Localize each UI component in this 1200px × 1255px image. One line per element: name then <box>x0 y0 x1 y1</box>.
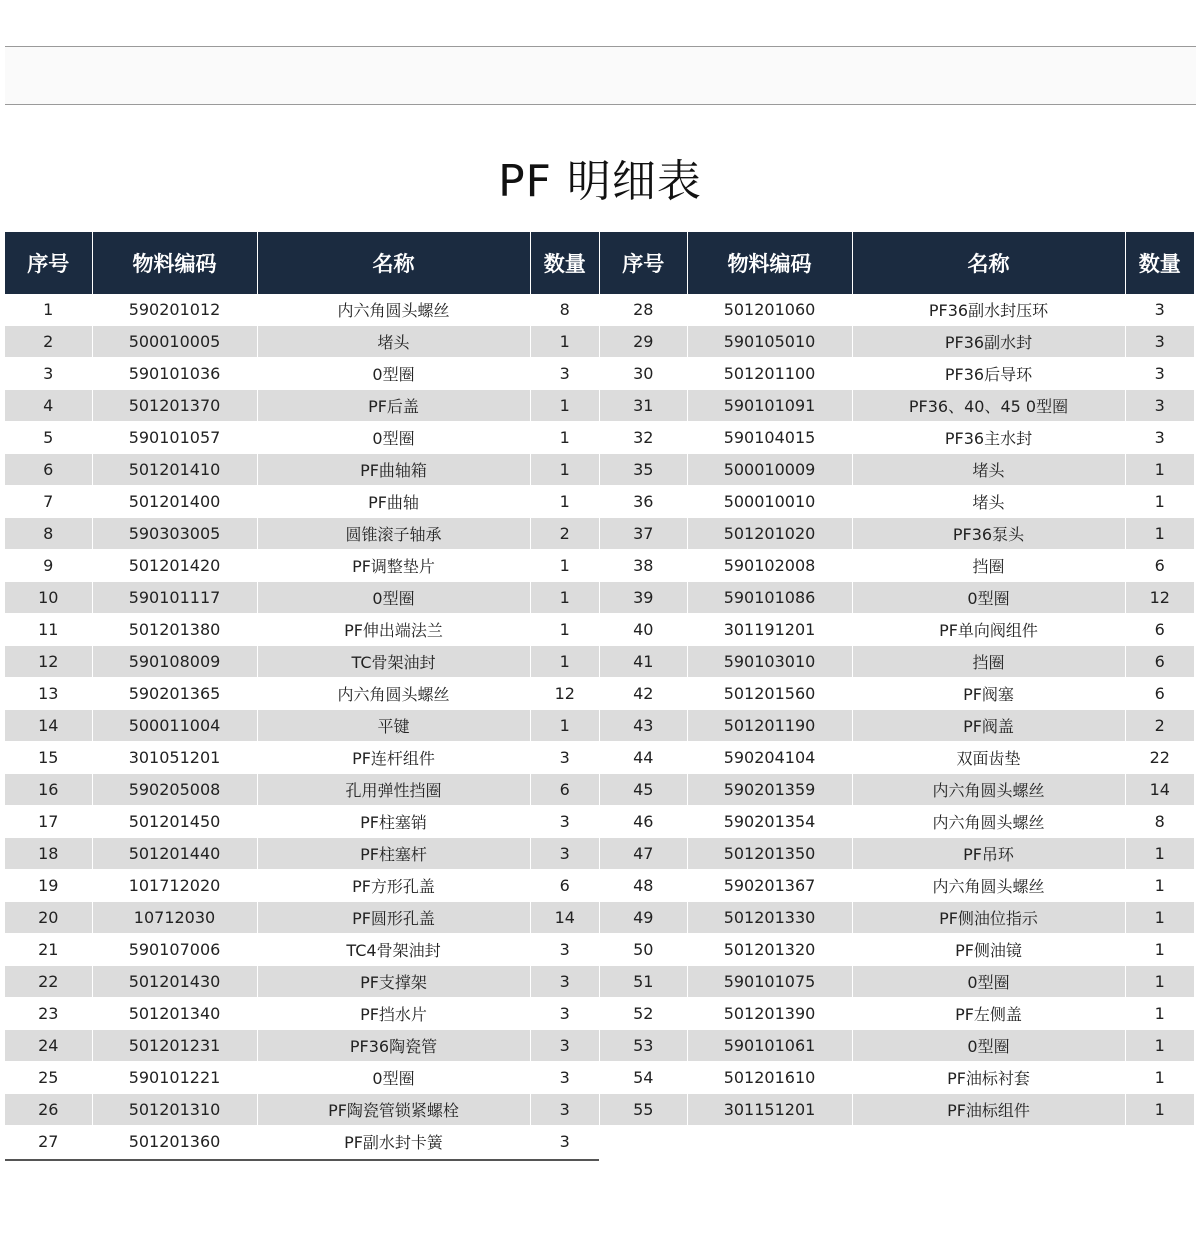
cell-qty: 3 <box>530 838 599 870</box>
header-code: 物料编码 <box>687 232 852 294</box>
cell-code: 501201610 <box>687 1062 852 1094</box>
cell-code: 590201354 <box>687 806 852 838</box>
cell-index: 46 <box>600 806 687 838</box>
table-header-row <box>5 232 599 294</box>
cell-qty: 8 <box>530 294 599 326</box>
table-row <box>5 1030 599 1062</box>
cell-qty: 1 <box>530 454 599 486</box>
cell-code: 501201190 <box>687 710 852 742</box>
table-row <box>5 518 599 550</box>
table-row <box>600 646 1194 678</box>
cell-name: PF调整垫片 <box>257 550 530 582</box>
right-table-panel <box>600 232 1194 1158</box>
cell-qty: 1 <box>530 390 599 422</box>
table-row <box>5 742 599 774</box>
cell-qty: 3 <box>530 1126 599 1158</box>
cell-index: 49 <box>600 902 687 934</box>
cell-qty: 3 <box>530 742 599 774</box>
cell-qty: 1 <box>530 550 599 582</box>
cell-code: 590107006 <box>92 934 257 966</box>
header-code: 物料编码 <box>92 232 257 294</box>
cell-code: 590101057 <box>92 422 257 454</box>
bottom-rule <box>5 104 1196 105</box>
table-row <box>600 1062 1194 1094</box>
cell-code: 501201060 <box>687 294 852 326</box>
cell-qty: 6 <box>530 870 599 902</box>
cell-code: 590104015 <box>687 422 852 454</box>
cell-qty: 1 <box>1125 838 1194 870</box>
table-row <box>5 646 599 678</box>
cell-index: 21 <box>5 934 92 966</box>
cell-index: 30 <box>600 358 687 390</box>
table-row <box>5 614 599 646</box>
table-row <box>5 934 599 966</box>
cell-name: PF连杆组件 <box>257 742 530 774</box>
cell-qty: 3 <box>530 358 599 390</box>
cell-name: 内六角圆头螺丝 <box>257 294 530 326</box>
cell-index: 16 <box>5 774 92 806</box>
cell-name: 孔用弹性挡圈 <box>257 774 530 806</box>
table-row <box>5 454 599 486</box>
cell-index: 37 <box>600 518 687 550</box>
cell-index: 39 <box>600 582 687 614</box>
table-row <box>5 998 599 1030</box>
cell-name: PF副水封卡簧 <box>257 1126 530 1158</box>
cell-name: 内六角圆头螺丝 <box>852 774 1125 806</box>
table-row <box>600 454 1194 486</box>
cell-code: 501201231 <box>92 1030 257 1062</box>
cell-name: 平键 <box>257 710 530 742</box>
table-header-row <box>600 232 1194 294</box>
cell-code: 590101075 <box>687 966 852 998</box>
cell-code: 501201410 <box>92 454 257 486</box>
cell-qty: 1 <box>1125 1094 1194 1126</box>
table-row <box>5 1062 599 1094</box>
header-qty: 数量 <box>1125 232 1194 294</box>
cell-code <box>687 1126 852 1158</box>
cell-index: 31 <box>600 390 687 422</box>
cell-qty: 1 <box>530 646 599 678</box>
cell-index: 15 <box>5 742 92 774</box>
cell-index: 44 <box>600 742 687 774</box>
cell-name: PF36泵头 <box>852 518 1125 550</box>
cell-name: 圆锥滚子轴承 <box>257 518 530 550</box>
table-row <box>600 966 1194 998</box>
cell-qty: 3 <box>530 966 599 998</box>
table-row <box>600 806 1194 838</box>
cell-name: 内六角圆头螺丝 <box>852 870 1125 902</box>
cell-qty: 1 <box>1125 870 1194 902</box>
table-row <box>5 294 599 326</box>
cell-name: PF36主水封 <box>852 422 1125 454</box>
table-row <box>5 486 599 518</box>
cell-qty: 1 <box>530 422 599 454</box>
cell-qty: 3 <box>1125 358 1194 390</box>
cell-code: 301051201 <box>92 742 257 774</box>
cell-name: 挡圈 <box>852 646 1125 678</box>
cell-code: 590303005 <box>92 518 257 550</box>
cell-index: 4 <box>5 390 92 422</box>
cell-code: 501201420 <box>92 550 257 582</box>
cell-qty: 1 <box>530 710 599 742</box>
cell-qty: 1 <box>1125 486 1194 518</box>
cell-index: 17 <box>5 806 92 838</box>
cell-index: 12 <box>5 646 92 678</box>
cell-name: PF伸出端法兰 <box>257 614 530 646</box>
cell-index: 10 <box>5 582 92 614</box>
cell-name <box>852 1126 1125 1158</box>
cell-index: 9 <box>5 550 92 582</box>
cell-qty: 1 <box>1125 934 1194 966</box>
cell-index: 41 <box>600 646 687 678</box>
table-row <box>5 966 599 998</box>
cell-code: 501201320 <box>687 934 852 966</box>
cell-index: 40 <box>600 614 687 646</box>
cell-index: 20 <box>5 902 92 934</box>
cell-name: PF曲轴箱 <box>257 454 530 486</box>
cell-code: 590101117 <box>92 582 257 614</box>
cell-index: 51 <box>600 966 687 998</box>
table-row <box>5 774 599 806</box>
cell-code: 501201450 <box>92 806 257 838</box>
cell-name: PF方形孔盖 <box>257 870 530 902</box>
cell-name: PF36、40、45 0型圈 <box>852 390 1125 422</box>
cell-qty: 3 <box>530 1094 599 1126</box>
cell-qty: 6 <box>530 774 599 806</box>
parts-table-right <box>600 232 1194 1158</box>
cell-name: PF36副水封压环 <box>852 294 1125 326</box>
cell-code: 590101086 <box>687 582 852 614</box>
cell-qty: 3 <box>530 934 599 966</box>
cell-qty: 1 <box>530 326 599 358</box>
cell-name: 双面齿垫 <box>852 742 1125 774</box>
cell-code: 501201440 <box>92 838 257 870</box>
cell-index: 42 <box>600 678 687 710</box>
table-row <box>5 806 599 838</box>
header-band <box>5 47 1196 104</box>
cell-name: PF圆形孔盖 <box>257 902 530 934</box>
cell-code: 501201350 <box>687 838 852 870</box>
cell-qty: 2 <box>1125 710 1194 742</box>
cell-qty: 8 <box>1125 806 1194 838</box>
page-title: PF 明细表 <box>498 156 702 207</box>
cell-name: PF36副水封 <box>852 326 1125 358</box>
cell-qty: 1 <box>1125 454 1194 486</box>
cell-index: 1 <box>5 294 92 326</box>
cell-qty: 3 <box>530 998 599 1030</box>
cell-index: 13 <box>5 678 92 710</box>
cell-code: 590105010 <box>687 326 852 358</box>
table-row <box>5 710 599 742</box>
cell-name: 堵头 <box>257 326 530 358</box>
cell-code: 301151201 <box>687 1094 852 1126</box>
cell-name: 堵头 <box>852 486 1125 518</box>
table-row <box>5 390 599 422</box>
cell-index: 25 <box>5 1062 92 1094</box>
cell-name: 0型圈 <box>852 1030 1125 1062</box>
cell-code: 501201330 <box>687 902 852 934</box>
cell-name: PF曲轴 <box>257 486 530 518</box>
cell-index: 55 <box>600 1094 687 1126</box>
cell-qty: 6 <box>1125 646 1194 678</box>
cell-qty: 1 <box>1125 1062 1194 1094</box>
table-row <box>600 774 1194 806</box>
cell-qty: 3 <box>1125 294 1194 326</box>
cell-index: 35 <box>600 454 687 486</box>
cell-qty: 1 <box>1125 902 1194 934</box>
header-name: 名称 <box>852 232 1125 294</box>
table-row <box>600 1094 1194 1126</box>
cell-code: 301191201 <box>687 614 852 646</box>
cell-index: 6 <box>5 454 92 486</box>
table-bottom-rule <box>5 1159 599 1161</box>
cell-code: 501201340 <box>92 998 257 1030</box>
cell-qty: 1 <box>1125 998 1194 1030</box>
cell-qty: 14 <box>1125 774 1194 806</box>
cell-name: PF柱塞杆 <box>257 838 530 870</box>
cell-index: 48 <box>600 870 687 902</box>
cell-index: 3 <box>5 358 92 390</box>
cell-code: 501201390 <box>687 998 852 1030</box>
cell-name: PF左侧盖 <box>852 998 1125 1030</box>
cell-index: 19 <box>5 870 92 902</box>
cell-code: 500010005 <box>92 326 257 358</box>
cell-qty: 22 <box>1125 742 1194 774</box>
cell-name: PF陶瓷管锁紧螺栓 <box>257 1094 530 1126</box>
cell-name: PF阀盖 <box>852 710 1125 742</box>
cell-name: 内六角圆头螺丝 <box>257 678 530 710</box>
cell-qty: 3 <box>1125 326 1194 358</box>
cell-index: 50 <box>600 934 687 966</box>
cell-name: PF36后导环 <box>852 358 1125 390</box>
cell-index: 11 <box>5 614 92 646</box>
cell-qty: 12 <box>530 678 599 710</box>
cell-name: 0型圈 <box>852 582 1125 614</box>
cell-code: 590205008 <box>92 774 257 806</box>
cell-qty: 6 <box>1125 614 1194 646</box>
table-row <box>600 1126 1194 1158</box>
table-row <box>600 710 1194 742</box>
table-row <box>5 1126 599 1158</box>
cell-qty: 2 <box>530 518 599 550</box>
cell-name: PF后盖 <box>257 390 530 422</box>
table-row <box>5 550 599 582</box>
cell-code: 590101221 <box>92 1062 257 1094</box>
table-row <box>600 294 1194 326</box>
cell-index: 8 <box>5 518 92 550</box>
table-row <box>600 326 1194 358</box>
table-row <box>5 358 599 390</box>
cell-code: 590101036 <box>92 358 257 390</box>
cell-qty: 1 <box>530 486 599 518</box>
cell-name: 0型圈 <box>257 358 530 390</box>
cell-code: 501201020 <box>687 518 852 550</box>
cell-qty: 14 <box>530 902 599 934</box>
cell-code: 501201100 <box>687 358 852 390</box>
cell-code: 500010010 <box>687 486 852 518</box>
left-table-panel <box>5 232 599 1158</box>
cell-index: 45 <box>600 774 687 806</box>
cell-code: 590201365 <box>92 678 257 710</box>
table-row <box>600 390 1194 422</box>
table-row <box>5 326 599 358</box>
cell-code: 501201560 <box>687 678 852 710</box>
cell-name: 0型圈 <box>852 966 1125 998</box>
cell-code: 590101061 <box>687 1030 852 1062</box>
cell-index <box>600 1126 687 1158</box>
cell-name: 内六角圆头螺丝 <box>852 806 1125 838</box>
cell-qty: 3 <box>530 1030 599 1062</box>
cell-name: PF吊环 <box>852 838 1125 870</box>
cell-code: 500011004 <box>92 710 257 742</box>
cell-name: PF柱塞销 <box>257 806 530 838</box>
cell-qty: 6 <box>1125 678 1194 710</box>
table-row <box>600 870 1194 902</box>
cell-index: 43 <box>600 710 687 742</box>
cell-name: PF侧油位指示 <box>852 902 1125 934</box>
cell-qty: 3 <box>1125 422 1194 454</box>
cell-qty: 1 <box>530 582 599 614</box>
cell-code: 501201310 <box>92 1094 257 1126</box>
parts-table-right-body <box>600 294 1194 1158</box>
cell-name: TC骨架油封 <box>257 646 530 678</box>
table-row <box>600 550 1194 582</box>
cell-code: 590201367 <box>687 870 852 902</box>
cell-code: 501201430 <box>92 966 257 998</box>
cell-index: 27 <box>5 1126 92 1158</box>
table-row <box>600 678 1194 710</box>
parts-table-left <box>5 232 599 1158</box>
table-row <box>600 614 1194 646</box>
cell-name: 堵头 <box>852 454 1125 486</box>
cell-name: TC4骨架油封 <box>257 934 530 966</box>
cell-code: 590103010 <box>687 646 852 678</box>
cell-code: 590108009 <box>92 646 257 678</box>
cell-index: 32 <box>600 422 687 454</box>
table-row <box>5 582 599 614</box>
cell-code: 101712020 <box>92 870 257 902</box>
table-row <box>5 422 599 454</box>
table-row <box>600 998 1194 1030</box>
table-row <box>600 934 1194 966</box>
cell-index: 18 <box>5 838 92 870</box>
cell-qty: 12 <box>1125 582 1194 614</box>
cell-name: PF油标衬套 <box>852 1062 1125 1094</box>
table-row <box>600 582 1194 614</box>
table-row <box>5 678 599 710</box>
cell-qty: 3 <box>1125 390 1194 422</box>
cell-index: 47 <box>600 838 687 870</box>
cell-code: 590201359 <box>687 774 852 806</box>
cell-qty: 6 <box>1125 550 1194 582</box>
table-row <box>600 838 1194 870</box>
cell-index: 24 <box>5 1030 92 1062</box>
cell-name: PF阀塞 <box>852 678 1125 710</box>
cell-qty: 3 <box>530 1062 599 1094</box>
cell-code: 501201380 <box>92 614 257 646</box>
cell-code: 501201370 <box>92 390 257 422</box>
cell-name: 挡圈 <box>852 550 1125 582</box>
cell-code: 10712030 <box>92 902 257 934</box>
cell-name: 0型圈 <box>257 422 530 454</box>
cell-qty: 3 <box>530 806 599 838</box>
cell-name: PF支撑架 <box>257 966 530 998</box>
table-row <box>600 358 1194 390</box>
cell-code: 590101091 <box>687 390 852 422</box>
header-qty: 数量 <box>530 232 599 294</box>
table-row <box>5 838 599 870</box>
cell-index: 5 <box>5 422 92 454</box>
cell-code: 590102008 <box>687 550 852 582</box>
table-row <box>5 902 599 934</box>
cell-index: 29 <box>600 326 687 358</box>
table-row <box>600 742 1194 774</box>
table-row <box>600 486 1194 518</box>
cell-code: 590204104 <box>687 742 852 774</box>
cell-index: 22 <box>5 966 92 998</box>
table-row <box>600 1030 1194 1062</box>
table-row <box>5 1094 599 1126</box>
table-row <box>600 902 1194 934</box>
cell-index: 38 <box>600 550 687 582</box>
cell-name: PF油标组件 <box>852 1094 1125 1126</box>
cell-index: 14 <box>5 710 92 742</box>
cell-name: PF单向阀组件 <box>852 614 1125 646</box>
cell-name: PF挡水片 <box>257 998 530 1030</box>
header-index: 序号 <box>5 232 92 294</box>
cell-qty: 1 <box>1125 1030 1194 1062</box>
cell-index: 7 <box>5 486 92 518</box>
cell-index: 54 <box>600 1062 687 1094</box>
cell-name: 0型圈 <box>257 1062 530 1094</box>
table-row <box>5 870 599 902</box>
cell-index: 23 <box>5 998 92 1030</box>
cell-name: 0型圈 <box>257 582 530 614</box>
cell-qty: 1 <box>1125 518 1194 550</box>
table-row <box>600 422 1194 454</box>
cell-code: 500010009 <box>687 454 852 486</box>
cell-index: 36 <box>600 486 687 518</box>
cell-index: 28 <box>600 294 687 326</box>
cell-code: 501201400 <box>92 486 257 518</box>
header-index: 序号 <box>600 232 687 294</box>
header-name: 名称 <box>257 232 530 294</box>
cell-code: 501201360 <box>92 1126 257 1158</box>
cell-qty: 1 <box>530 614 599 646</box>
cell-qty: 1 <box>1125 966 1194 998</box>
cell-code: 590201012 <box>92 294 257 326</box>
cell-name: PF侧油镜 <box>852 934 1125 966</box>
cell-index: 2 <box>5 326 92 358</box>
cell-index: 52 <box>600 998 687 1030</box>
cell-qty <box>1125 1126 1194 1158</box>
parts-table-left-body <box>5 294 599 1158</box>
cell-index: 53 <box>600 1030 687 1062</box>
cell-index: 26 <box>5 1094 92 1126</box>
table-row <box>600 518 1194 550</box>
cell-name: PF36陶瓷管 <box>257 1030 530 1062</box>
